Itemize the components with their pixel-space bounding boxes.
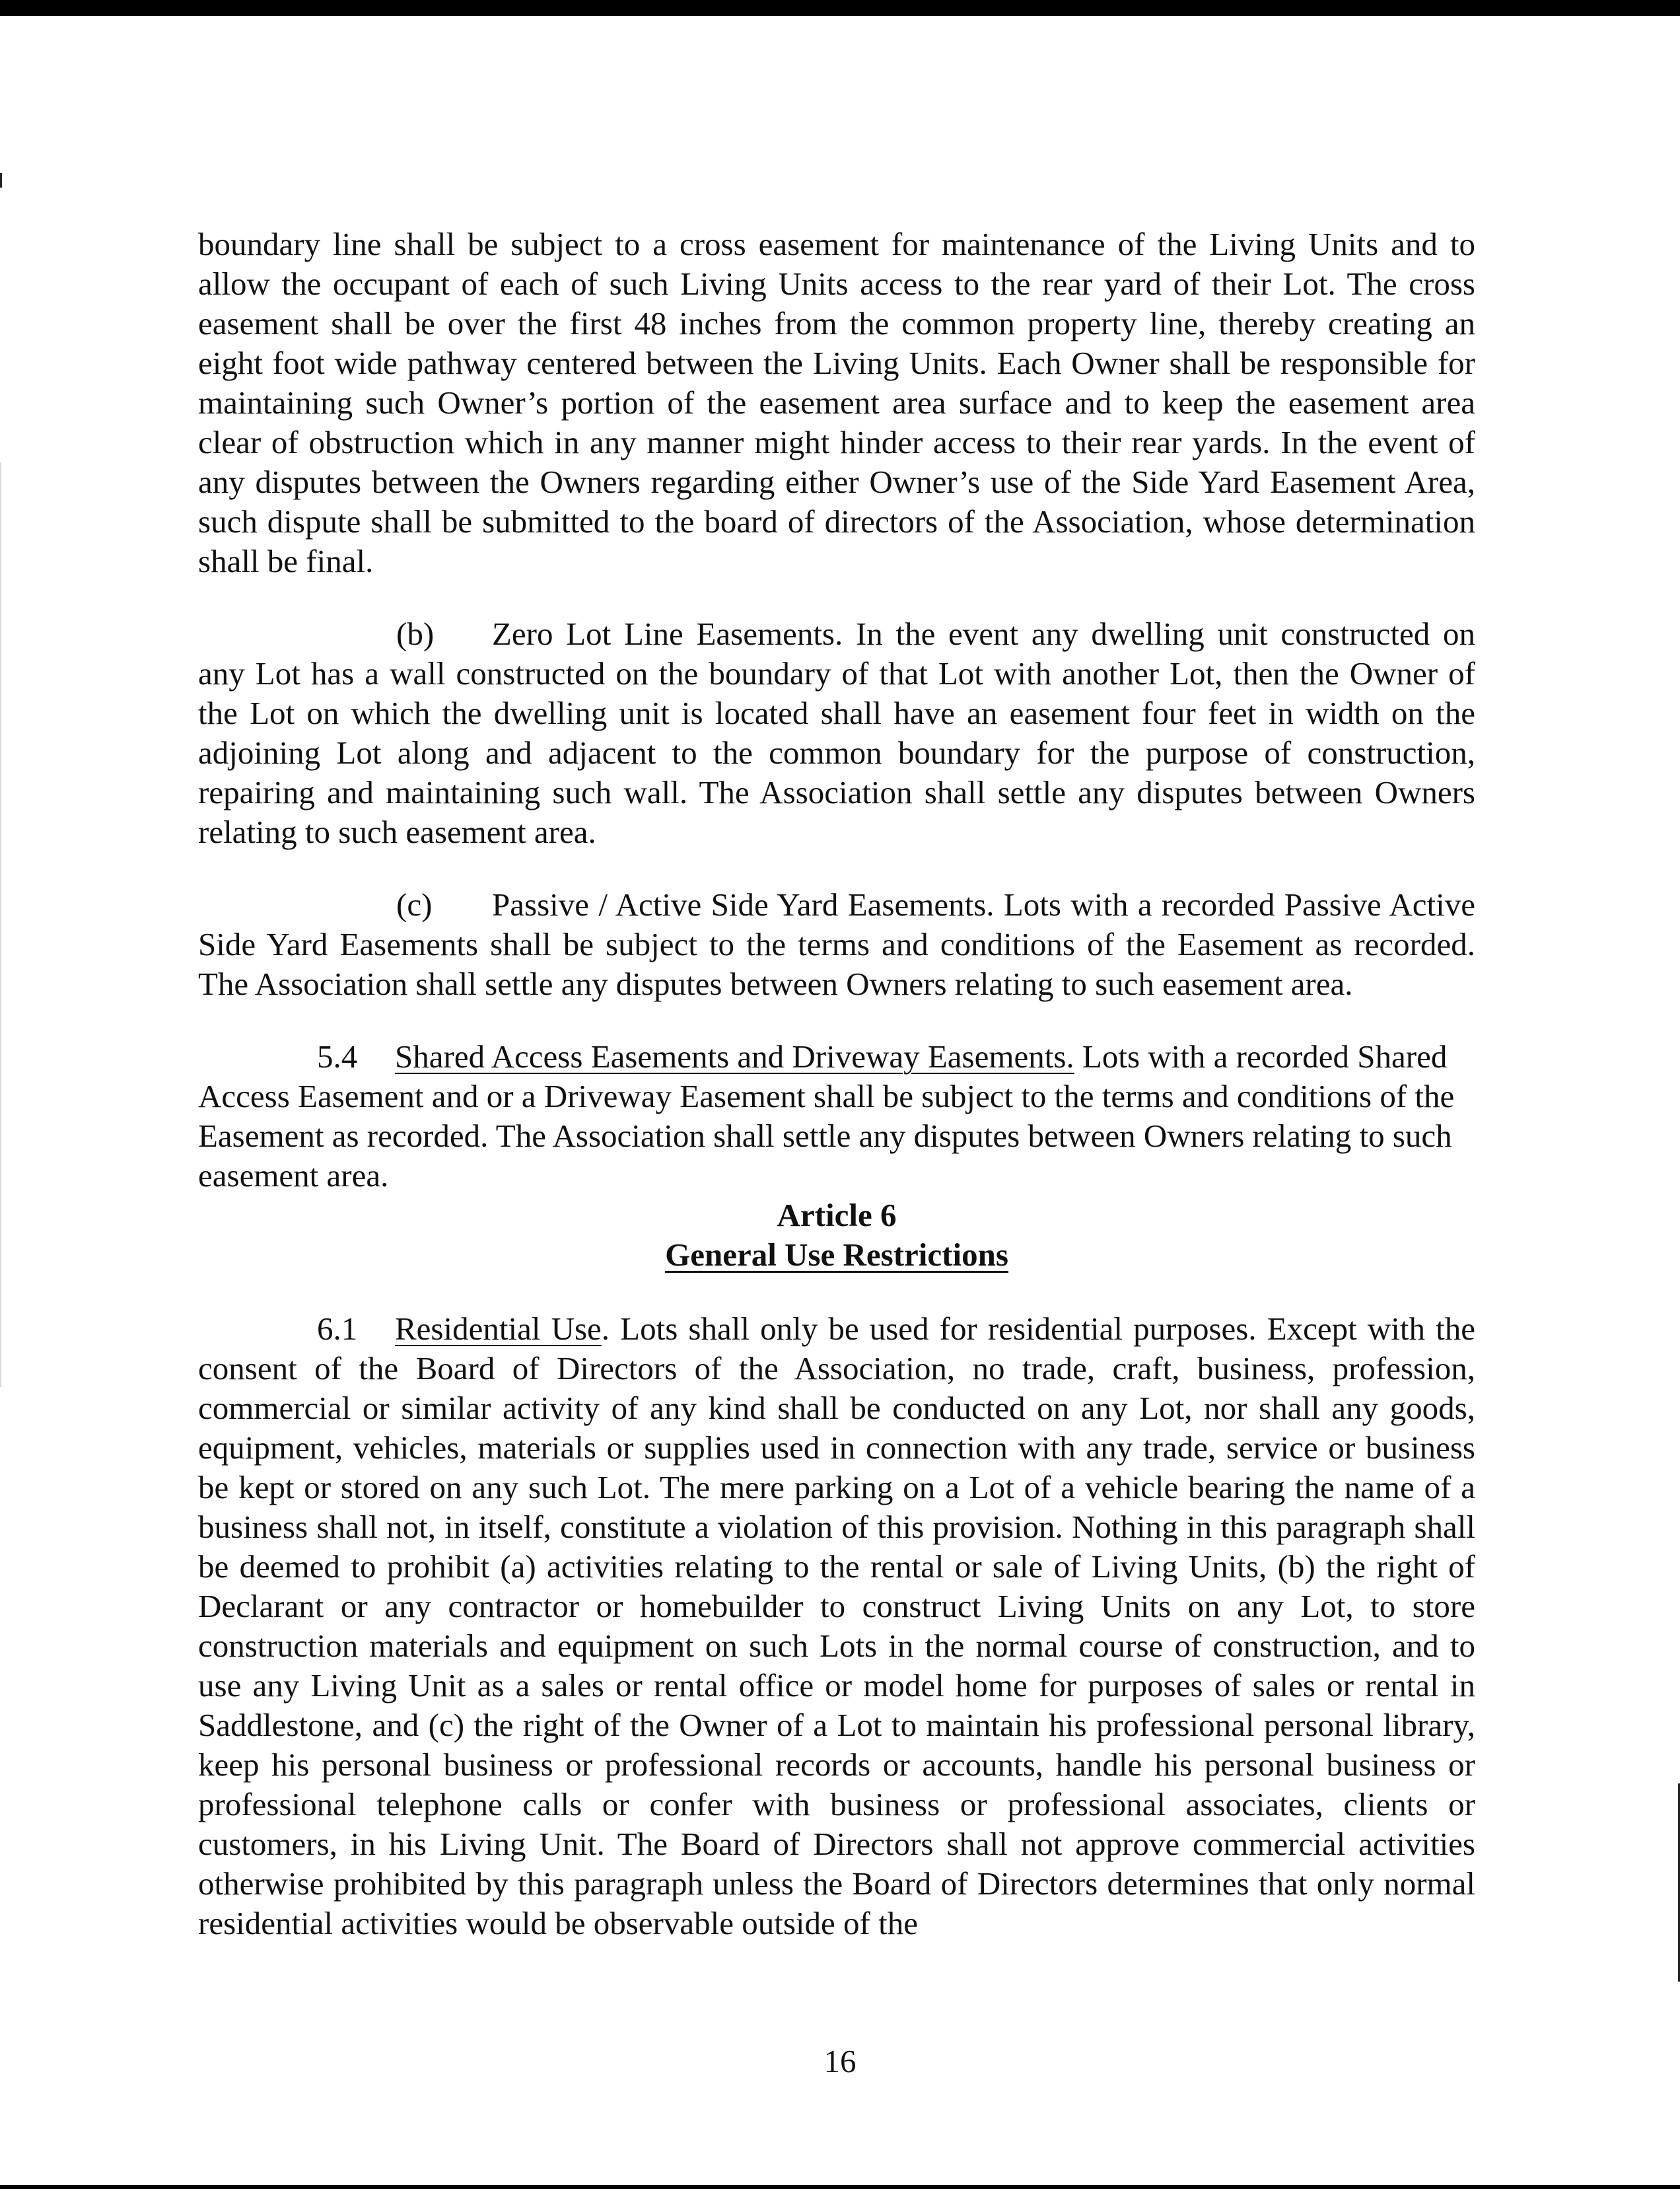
subsection-b-text: Zero Lot Line Easements. In the event any dwelling unit constructed on any Lot has a wall constructed on the boundary of that Lot with another Lot, then the Owner of the Lot on which the dwelling unit is located shall have an easement four feet in width on the adjoining Lot along and adjacent to the common boundary for the purpose of construction, repairing and maintaining such wall. The Association shall settle any disputes between Owners relating to such easement area. (198, 616, 1475, 850)
paragraph-side-yard-continuation: boundary line shall be subject to a cross easement for maintenance of the Living Units and to allow the occupant of each of such Living Units access to the rear yard of their Lot. The cross easement shall be over the first 48 inches from the common property line, thereby creating an eight foot wide pathway centered between the Living Units. Each Owner shall be responsible for maintaining such Owner’s portion of the easement area surface and to keep the easement area clear of obstruction which in any manner might hinder access to their rear yards. In the event of any disputes between the Owners regarding either Owner’s use of the Side Yard Easement Area, such dispute shall be submitted to the board of directors of the Association, whose determination shall be final. (198, 226, 1475, 579)
subsection-label-c: (c) (396, 886, 433, 923)
document-body (198, 225, 1475, 1976)
scan-edge-shadow (0, 462, 1, 1387)
paragraph-passive-active (198, 885, 1475, 1004)
section-title-6-1: Residential Use (395, 1310, 602, 1347)
subsection-label-b: (b) (396, 616, 435, 652)
scan-bottom-border (0, 2185, 1680, 2189)
paragraph-zero-lot-line (198, 614, 1475, 852)
article-number: Article 6 (777, 1197, 897, 1233)
scan-top-border (0, 0, 1680, 16)
section-text-5-4: Lots with a recorded Shared Access Easement and or a Driveway Easement shall be subject to the terms and conditions of the Easement as recorded. The Association shall settle any disputes between Owners relating to such easement area. (198, 1038, 1455, 1194)
section-title-5-4: Shared Access Easements and Driveway Easements. (395, 1038, 1074, 1075)
scan-edge-mark (0, 173, 2, 188)
section-6-1 (198, 1309, 1475, 1943)
subsection-c-text: Passive / Active Side Yard Easements. Lots with a recorded Passive Active Side Yard Easements shall be subject to the terms and conditions of the Easement as recorded. The Association shall settle any disputes between Owners relating to such easement area. (198, 886, 1475, 1002)
section-number-6-1: 6.1 (317, 1310, 358, 1347)
section-number-5-4: 5.4 (317, 1038, 358, 1075)
article-heading (198, 1196, 1475, 1275)
section-5-4 (198, 1037, 1475, 1196)
section-text-6-1: . Lots shall only be used for residential purposes. Except with the consent of the Board of Directors of the Association, no trade, craft, business, profession, commercial or similar activity of any kind shall be conducted on any Lot, nor shall any goods, equipment, vehicles, materials or supplies used in connection with any trade, service or business be kept or stored on any such Lot. The mere parking on a Lot of a vehicle bearing the name of a business shall not, in itself, constitute a violation of this provision. Nothing in this paragraph shall be deemed to prohibit (a) activities relating to the rental or sale of Living Units, (b) the right of Declarant or any contractor or homebuilder to construct Living Units on any Lot, to store construction materials and equipment on such Lots in the normal course of construction, and to use any Living Unit as a sales or rental office or model home for purposes of sales or rental in Saddlestone, and (c) the right of the Owner of a Lot to maintain his professional personal library, keep his personal business or professional records or accounts, handle his personal business or professional telephone calls or confer with business or professional associates, clients or customers, in his Living Unit. The Board of Directors shall not approve commercial activities otherwise prohibited by this paragraph unless the Board of Directors determines that only normal residential activities would be observable outside of the (198, 1310, 1475, 1941)
page-number: 16 (823, 2043, 857, 2079)
article-title: General Use Restrictions (665, 1237, 1008, 1273)
